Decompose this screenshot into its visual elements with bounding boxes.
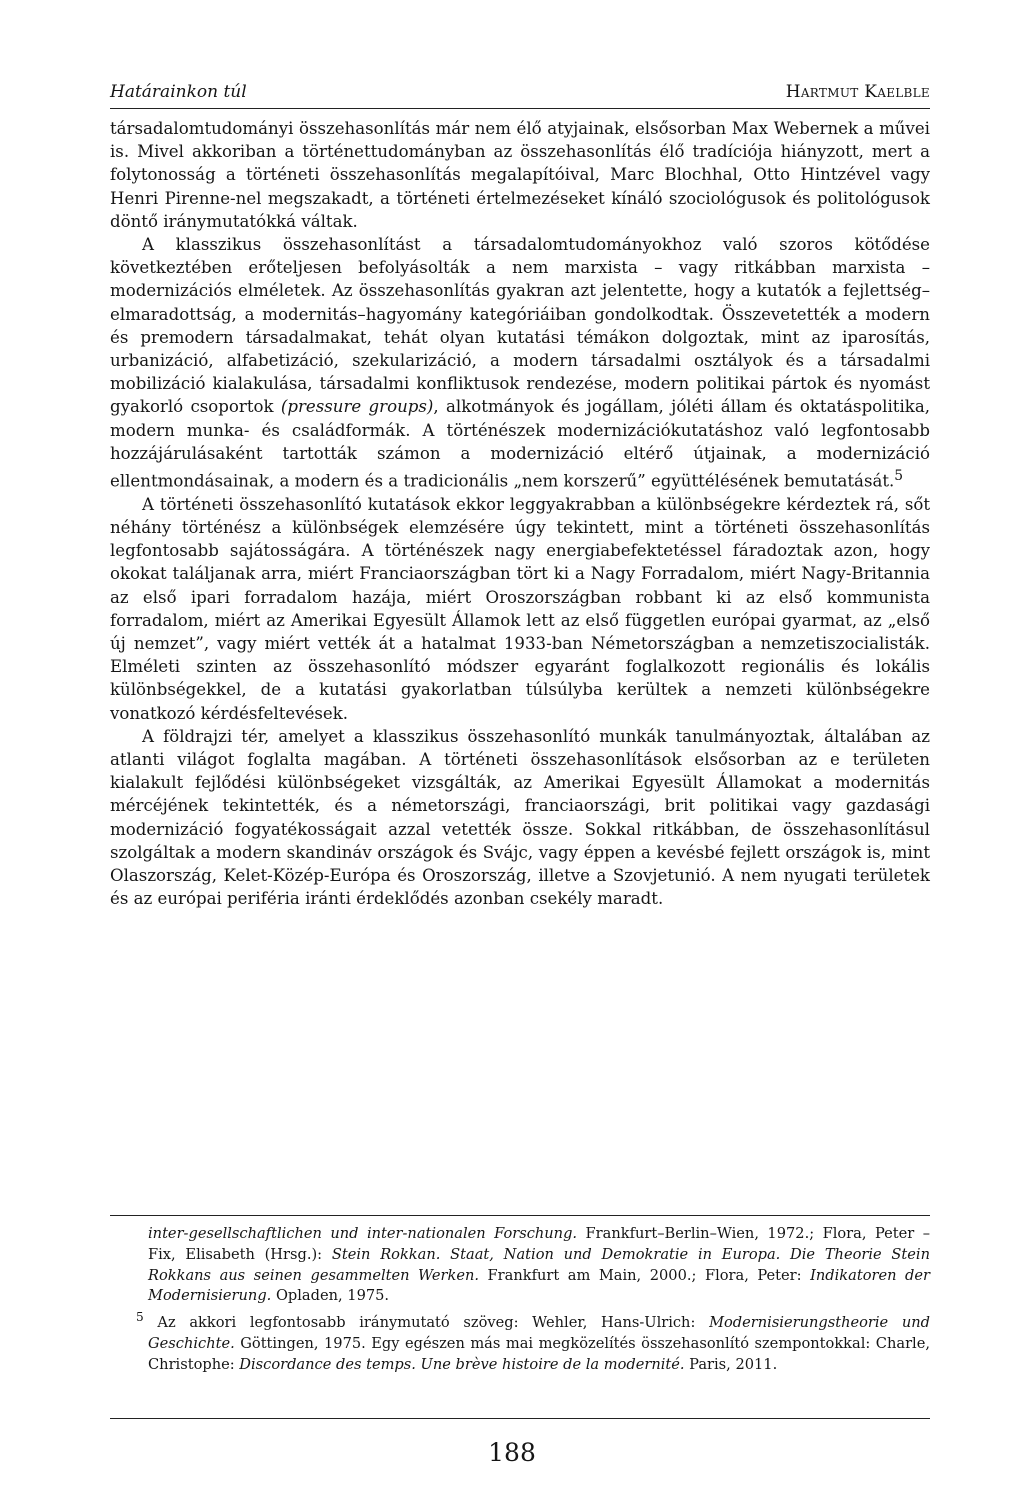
fn-cont-text-2: Frankfurt am Main, 2000.; Flora, Peter: [479,1266,811,1284]
footnotes [110,1215,930,1375]
paragraph-2-italic: (pressure groups) [280,397,434,417]
footnote-ref-5: 5 [894,468,904,485]
fn-cont-italic-2: Stein Rokkan. Staat, Nation und Demokratie in Europa. Die Theorie Stein Rokkans aus seinen gesammelten Werken. [148,1245,930,1284]
paragraph-2 [110,233,930,493]
fn-cont-italic-1: inter-gesellschaftlichen und inter-nationalen Forschung. [148,1225,578,1242]
fn-cont-text-1: Frankfurt–Berlin–Wien, 1972.; Flora, Peter – Fix, Elisabeth (Hrsg.): [148,1225,930,1263]
fn5-italic-2: Discordance des temps. Une brève histoire de la modernité. [239,1355,685,1373]
running-head-title: Határainkon túl [110,82,247,102]
main-text [110,117,930,910]
fn5-text-1: Az akkori legfontosabb iránymutató szöveg: Wehler, Hans-Ulrich: [143,1314,710,1332]
bottom-rule [110,1418,930,1419]
fn5-text-2: Göttingen, 1975. Egy egészen más mai megközelítés összehasonlító szempontokkal: Charle, Christophe: [148,1334,930,1373]
paragraph-3: A történeti összehasonlító kutatások ekkor leggyakrabban a különbségekre kérdeztek rá, sőt néhány történész a különbségek elemzésére úgy tekintett, mint a történeti összehasonlítás legfontosabb sajátosságára. A történészek nagy energiabefektetéssel fáradoztak azon, hogy okokat találjanak arra, miért Franciaországban tört ki a Nagy Forradalom, miért Nagy-Britannia az első ipari forradalom hazája, miért Oroszországban robbant ki az első kommunista forradalom, miért az Amerikai Egyesült Államok lett az első független európai gyarmat, az „első új nemzet”, vagy miért vették át a hatalmat 1933-ban Németországban a nemzetiszocialisták. Elméleti szinten az összehasonlító módszer egyaránt foglalkozott regionális és lokális különbségekkel, de a kutatási gyakorlatban túlsúlyba kerültek a nemzeti különbségekre vonatkozó kérdésfeltevések. [110,494,930,723]
footnote-continued [110,1224,930,1307]
page-number: 188 [488,1438,536,1467]
paragraph-4: A földrajzi tér, amelyet a klasszikus összehasonlító munkák tanulmányoztak, általában az atlanti világot foglalta magában. A történeti összehasonlítások elsősorban az e területen kialakult fejlődési különbségeket vizsgálták, az Amerikai Egyesült Államokat a modernitás mércéjének tekintették, és a németországi, franciaországi, brit politikai vagy gazdasági modernizáció fogyatékosságait azzal vetették össze. Sokkal ritkábban, de összehasonlításul szolgáltak a modern skandináv országok és Svájc, vagy éppen a kevésbé fejlett országok is, mint Olaszország, Kelet-Közép-Európa és Oroszország, illetve a Szovjetunió. A nem nyugati területek és az európai periféria iránti érdeklődés azonban csekély maradt. [110,726,930,909]
paragraph-2-part-a: A klasszikus összehasonlítást a társadalomtudományokhoz való szoros kötődése következtében erőteljesen befolyásolták a nem marxista – vagy ritkábban marxista – modernizációs elméletek. Az összehasonlítás gyakran azt jelentette, hogy a kutatók a fejlettség–elmaradottság, a modernitás–hagyomány kategóriáiban gondolkodtak. Összevetették a modern és premodern társadalmakat, tehát olyan kutatási témákon dolgoztak, mint az iparosítás, urbanizáció, alfabetizáció, szekularizáció, a modern társadalmi osztályok és a társadalmi mobilizáció kialakulása, társadalmi konfliktusok rendezése, modern politikai pártok és nyomást gyakorló csoportok [110,235,930,417]
fn5-text-3: Paris, 2011. [684,1355,778,1373]
paragraph-1: társadalomtudományi összehasonlítás már nem élő atyjainak, elsősorban Max Webernek a művei is. Mivel akkoriban a történettudományban az összehasonlítás élő tradíciója hiányzott, mert a folytonosság a történeti összehasonlítás megalapítóival, Marc Blochhal, Otto Hintzével vagy Henri Pirenne-nel megszakadt, a történeti értelmezéseket kínáló szociológusok és politológusok döntő iránymutatókká váltak. [110,119,930,231]
fn5-italic-1: Modernisierungstheorie und Geschichte. [148,1314,931,1352]
fn-cont-italic-3: Indikatoren der Modernisierung. [148,1266,930,1305]
running-head-author: Hartmut Kaelble [785,82,930,102]
footnote-5-number: 5 [136,1310,144,1325]
footnote-5 [110,1307,930,1375]
page [110,82,930,910]
running-head [110,82,930,109]
fn-cont-text-3: Opladen, 1975. [271,1287,390,1305]
footnote-rule [110,1215,930,1216]
paragraph-2-part-b: , alkotmányok és jogállam, jóléti állam és oktatáspolitika, modern munka- és családformák. A történészek modernizációkutatáshoz való legfontosabb hozzájárulásaként tartották számon a modernizáció eltérő útjainak, a modernizáció ellentmondásainak, a modern és a tradicionális „nem korszerű” együttélésének bemutatását. [110,397,930,491]
